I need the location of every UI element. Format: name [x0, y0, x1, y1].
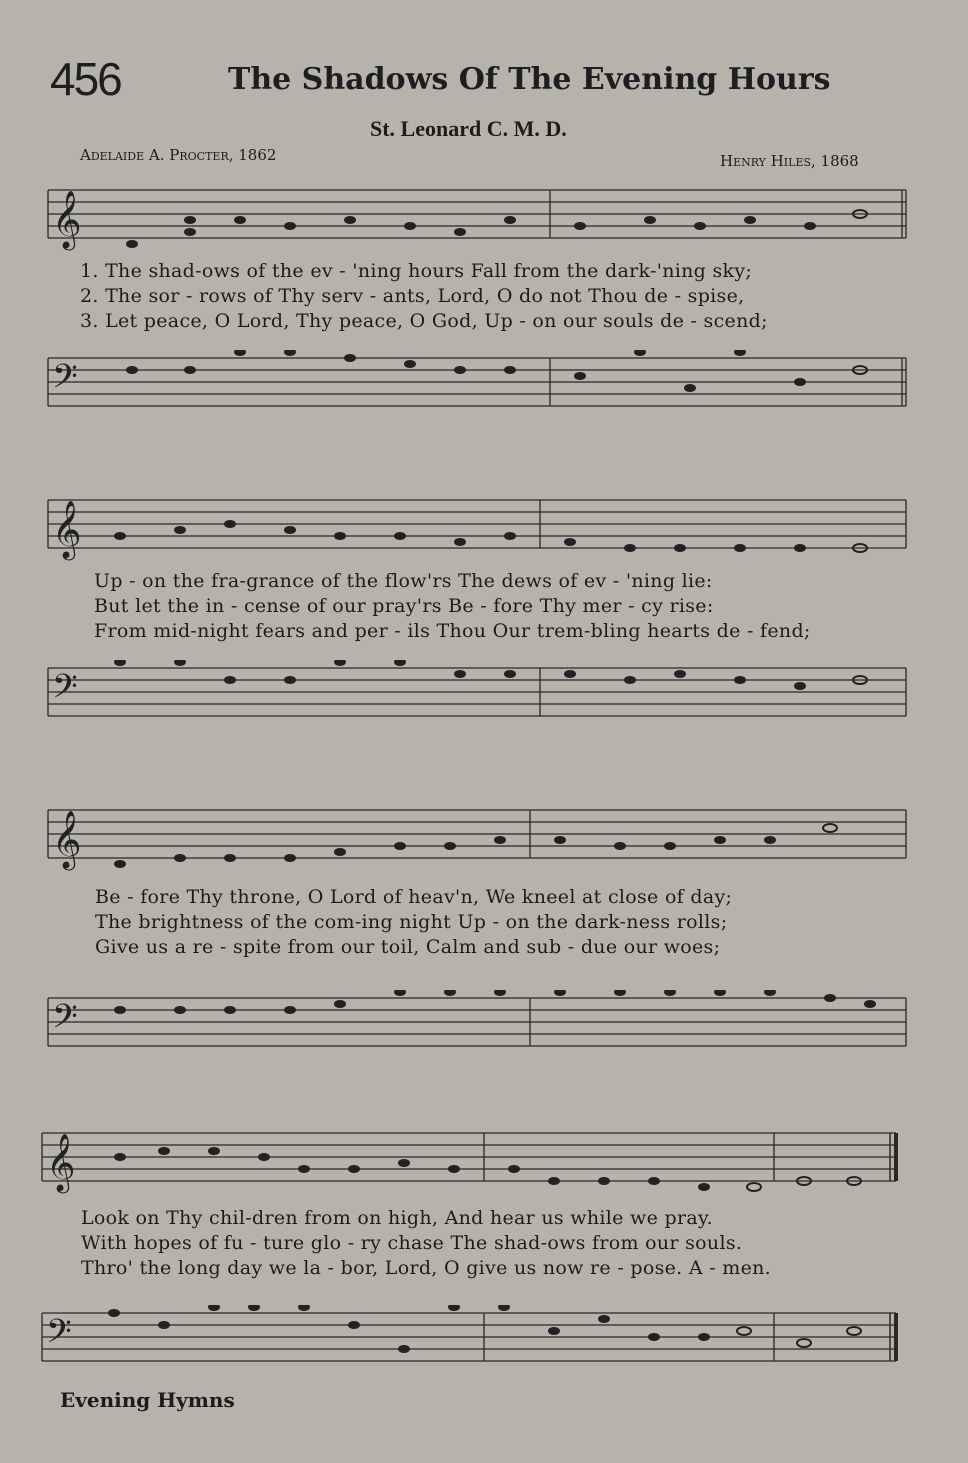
svg-text:𝄢: 𝄢: [52, 668, 78, 714]
hymn-title: The Shadows Of The Evening Hours: [228, 62, 831, 97]
music-system-1: [40, 170, 910, 420]
lyric-verse-2: But let the in - cense of our pray'rs Be - fore Thy mer - cy rise:: [94, 595, 714, 617]
lyric-verse-1: Be - fore Thy throne, O Lord of heav'n, We kneel at close of day;: [95, 886, 733, 908]
svg-text:𝄢: 𝄢: [52, 358, 78, 404]
lyric-verse-2: The brightness of the com-ing night Up - on the dark-ness rolls;: [95, 911, 728, 933]
lyric-verse-3: Thro' the long day we la - bor, Lord, O give us now re - pose. A - men.: [81, 1257, 772, 1279]
svg-text:𝄢: 𝄢: [46, 1313, 72, 1359]
lyric-verse-2: With hopes of fu - ture glo - ry chase The shad-ows from our souls.: [81, 1232, 743, 1254]
lyric-verse-3: From mid-night fears and per - ils Thou Our trem-bling hearts de - fend;: [94, 620, 811, 642]
music-system-4: [34, 1115, 910, 1385]
lyric-verse-2: 2. The sor - rows of Thy serv - ants, Lord, O do not Thou de - spise,: [80, 285, 745, 307]
lyric-verse-1: Up - on the fra-grance of the flow'rs The dews of ev - 'ning lie:: [94, 570, 713, 592]
bass-staff-4: [34, 1305, 910, 1385]
svg-text:𝄞: 𝄞: [52, 500, 82, 558]
hymn-number: 456: [50, 53, 121, 105]
bass-staff-1: [40, 350, 910, 430]
music-system-3: [40, 790, 910, 1060]
treble-staff-3: [40, 802, 910, 882]
svg-text:𝄢: 𝄢: [52, 998, 78, 1044]
treble-staff-1: [40, 182, 910, 262]
svg-text:𝄞: 𝄞: [52, 190, 82, 248]
treble-staff-2: [40, 492, 910, 572]
lyric-verse-1: Look on Thy chil-dren from on high, And hear us while we pray.: [81, 1207, 713, 1229]
section-footer: Evening Hymns: [60, 1388, 235, 1412]
lyricist-credit: Adelaide A. Procter, 1862: [80, 146, 277, 164]
svg-text:𝄞: 𝄞: [52, 810, 82, 868]
treble-staff-4: [34, 1125, 910, 1205]
tune-name: St. Leonard C. M. D.: [370, 116, 567, 141]
lyric-verse-3: 3. Let peace, O Lord, Thy peace, O God, Up - on our souls de - scend;: [80, 310, 768, 332]
composer-credit: Henry Hiles, 1868: [720, 152, 859, 170]
lyric-verse-3: Give us a re - spite from our toil, Calm and sub - due our woes;: [95, 936, 721, 958]
bass-staff-3: [40, 990, 910, 1070]
lyric-verse-1: 1. The shad-ows of the ev - 'ning hours Fall from the dark-'ning sky;: [80, 260, 753, 282]
music-system-2: [40, 480, 910, 730]
svg-text:𝄞: 𝄞: [46, 1133, 76, 1191]
bass-staff-2: [40, 660, 910, 740]
